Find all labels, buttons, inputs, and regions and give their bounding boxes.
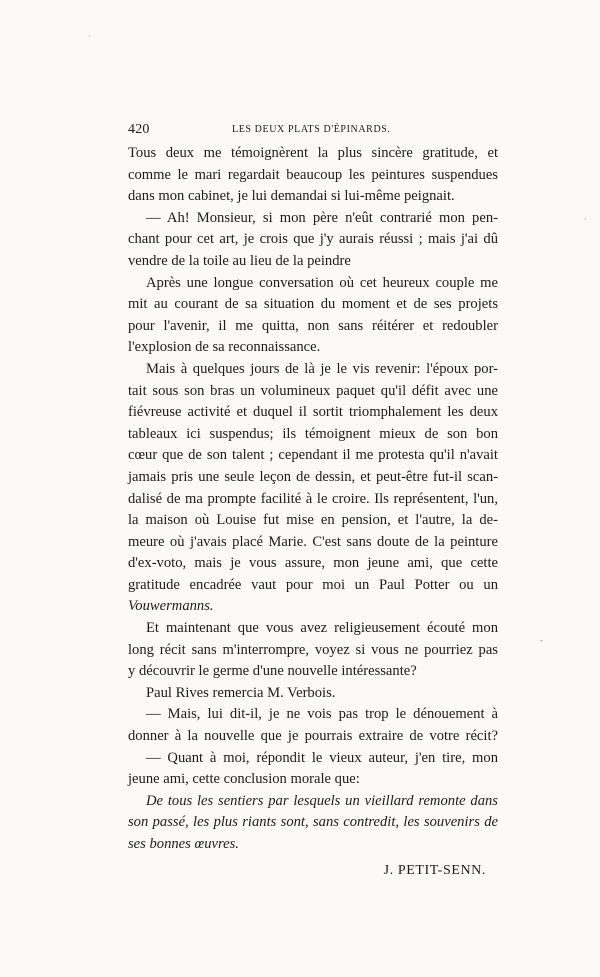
text-line: pour l'avenir, il me quitta, non sans réitérer et redoubler [128, 317, 498, 334]
text-line: Mais à quelques jours de là je le vis revenir: l'époux por- [146, 360, 498, 377]
text-line: donner à la nouvelle que je pourrais extraire de votre récit? [128, 728, 498, 745]
text-line: gratitude encadrée vaut pour moi un Paul Potter ou un [128, 576, 498, 593]
text-line: tait sous son bras un volumineux paquet qu'il défit avec une [128, 382, 498, 399]
text-line: mit au courant de sa situation du moment et de ses projets [128, 296, 498, 313]
running-title: LES DEUX PLATS D'ÉPINARDS. [232, 124, 391, 135]
text-line: fiévreuse activité et duquel il sortit triomphalement les deux [128, 404, 498, 421]
text-line: comme le mari regardait beaucoup les peintures suspendues [128, 166, 498, 183]
text-line: l'explosion de sa reconnaissance. [128, 339, 321, 356]
text-line: dans mon cabinet, je lui demandai si lui-même peignait. [128, 188, 455, 205]
text-line: vendre de la toile au lieu de la peindre [128, 252, 351, 269]
text-line: tableaux ici suspendus; ils témoignent mieux de son bon [128, 425, 498, 442]
text-line: Paul Rives remercia M. Verbois. [146, 684, 336, 701]
text-line: son passé, les plus riants sont, sans contredit, les souvenirs de [128, 814, 498, 831]
text-line: meure où j'avais placé Marie. C'est sans doute de la peinture [128, 533, 498, 550]
text-line: — Quant à moi, répondit le vieux auteur, j'en tire, mon [146, 749, 498, 766]
text-line: y découvrir le germe d'une nouvelle intéressante? [128, 663, 417, 680]
text-line: Tous deux me témoignèrent la plus sincère gratitude, et [128, 145, 498, 161]
text-line: dalisé de ma prompte facilité à le croire. Ils représentent, l'un, [128, 490, 498, 507]
running-header [128, 122, 498, 138]
author-signature: J. PETIT-SENN. [383, 862, 486, 878]
text-line: ses bonnes œuvres. [128, 836, 239, 852]
text-line: De tous les sentiers par lesquels un vieillard remonte dans [146, 792, 498, 809]
page-number: 420 [128, 122, 150, 137]
text-line: jeune ami, cette conclusion morale que: [128, 771, 360, 788]
text-line: la maison où Louise fut mise en pension, et l'autre, la de- [128, 512, 498, 529]
text-line: long récit sans m'interrompre, voyez si vous ne pourriez pas [128, 641, 498, 658]
text-line: Après une longue conversation où cet heureux couple me [146, 274, 498, 291]
text-line: — Ah! Monsieur, si mon père n'eût contrarié mon pen- [146, 209, 498, 226]
text-line: Et maintenant que vous avez religieusement écouté mon [146, 620, 498, 637]
text-line: — Mais, lui dit-il, je ne vois pas trop le dénouement à [146, 706, 498, 723]
text-line: cœur que de son talent ; cependant il me protesta qu'il n'avait [128, 447, 498, 464]
paper-speck: · [88, 32, 91, 41]
text-line: chant pour cet art, je crois que j'y aurais réussi ; mais j'ai dû [128, 231, 498, 248]
text-line: d'ex-voto, mais je vous assure, mon jeune ami, que cette [128, 555, 498, 572]
text-line: Vouwermanns. [128, 598, 214, 615]
paper-speck: - [540, 636, 543, 645]
paper-speck: · [584, 215, 587, 224]
text-line: jamais pris une seule leçon de dessin, et peut-être fut-il scan- [128, 468, 498, 485]
body-text [128, 143, 498, 881]
